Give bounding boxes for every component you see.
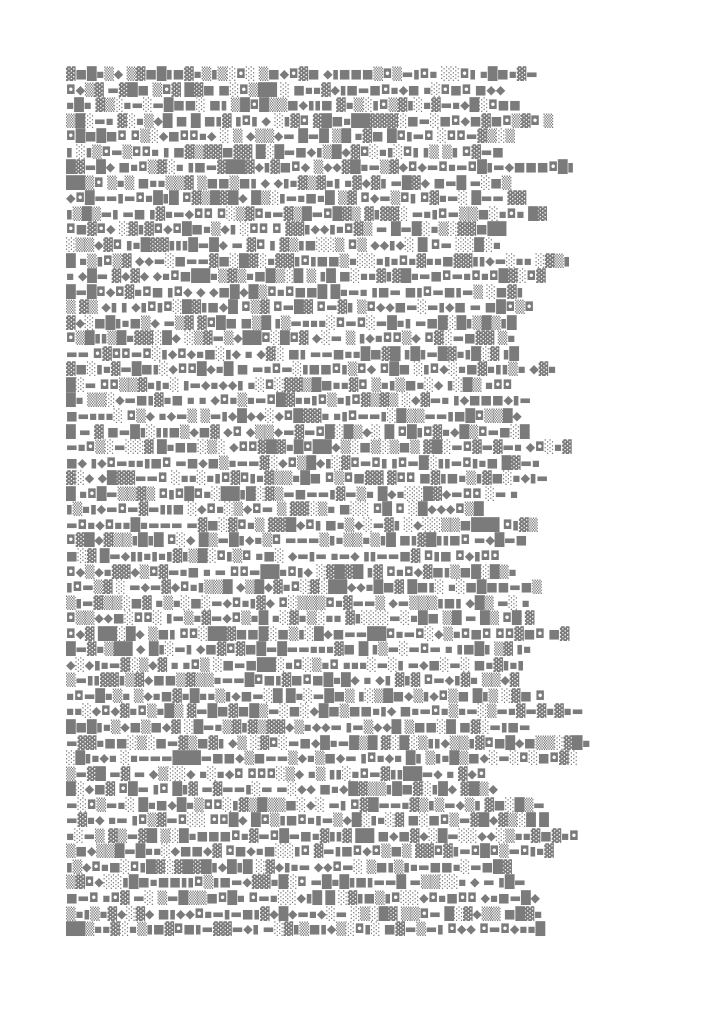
garbled-text-line: █ ▪◘█▬▒▒▓▒ ◘▮◘█◘▪░██▮█░▓▒▬■▬▬▮▓▬▒▪ █◆▪░░█▓◆▬◘◘ ░▬ ▪ — [66, 485, 519, 501]
garbled-text-line: ▬▬ ◘▓◘◘▬◘░▮◆◘◆▪■░▮◆ ▪ ◆▓░ ■▮ ▬▬■▪▪█■▓█ ▮█▮▬█▓▪▮█░▓ ▮█ — [66, 345, 519, 361]
garbled-text-line: ▒▬▮▮▓▓▮▒▓◆■■▒▓▒▒▪▬▬█◘■▮▓■◘■█▪█◆ ▪ ◆▮ ▓▮▓ ◘▬◆▮▓▪ ▒▒◆▓ — [66, 672, 519, 688]
garbled-text-line: ▮▒▪▮◆▬◘▬▓▬▮▮■ ░◆◘▪░▒◆◘▬ ▒ ▓▓░▒▪ ■░░ ◘█ ◘ ░█◆◆◆◘▒█ — [66, 501, 484, 517]
garbled-text-line: █▬█◘◆◘▓▪◘■ ▮◘◆ ◆ ◆■█◆█▒◘▪◘■■█ █▪▬▪ ▮■▬ ■▮◘▬■▮▬▒ ░■▓▮ — [66, 283, 524, 299]
garbled-text-line: █ ▬ ▓ ■▬█▮░▮▮■▒◆■▓ ◆◘ ◆▒▒◆▬▓▬◘█░█▒◆░ █ ◘█▮◘▓▪◆█▒◘▬■░█ — [66, 423, 530, 439]
garbled-text-line: ▒▪▮▒▪▓◆░▓◆ ■▮◆◆◘▪▬▮▬■▮▓◆█◆▬▪◆░▬ ░▒░█▓ ▒▒◘▬ █░▓◆▒▒ ■█▓▪ — [66, 905, 543, 921]
garbled-text-line: ██▒▪▪▓░▪▒▮■▓◘■▮▬▓▓▬◆▮ ▬░▓▮▒■▮◆▒░◘▮░ ■▓▬▒▬▮ ◘◆◆ ◘▬◘◆▪▪█ — [66, 921, 545, 937]
garbled-text-line: ▓◆░■█▮▪■▒◆ ▬▒▓ ▓◘█■ ■▒█ ▮▒▬▪▪▪░◘▬◘░▬█▪▮ ▬■█░█▮▒█▒▮█ — [66, 314, 517, 330]
garbled-text-line: ◘█■█■◘ ◘▒░◆■◘◘▪◆ ░ ▒ ◆▒▒◆▬ █▬█ ▒█ ▪▓■ █◘▮▬◘ ░◘◘▬▓▒░▒ — [66, 128, 515, 144]
garbled-text-line: ▬▓▪◆ ▪▬ ▮◘▒▓▬◘░░ ◘◘█◆ █◘▒▮■◘▪▮▬▒◆█░▮▪░▓ ■░■◘▒▬▓█◆▓▒░█ █ — [66, 812, 549, 828]
garbled-text-line: ░▒▒◆▓◘ ▮▪█▓▓▮▮▮█▬█◆ ▬ ▓◘ ▮ ▓▒▮■░░▒ ◘▒ ◆◆▮◆░ █ ◘▬ ░░█░▪ — [66, 237, 501, 253]
garbled-text-line: ▪◘▬█▪▒▪ ▒◆▪■▓▪█▪▪▒▮◆■▬░█ █▪░▬█■▒ ▮░▒█■◆▒▮◆◘▒■ █▮▒ ░▓■ ◘ — [66, 687, 545, 703]
garbled-text-line: ██▒◘ ▒▪▒ ■▪▪▒▒▓ ▒■■▒■▮ ◆ ◆▮▪▓▒▓▪▮ ▪▓◆▓▮ ▬█▓◆ ■▬█ ▬░■▒ — [66, 174, 512, 190]
garbled-text-block — [66, 66, 660, 946]
garbled-text-line: █▪ ▒▒░◆▬■▮▓▪■ ▪ ▪ ◆◘▪▒▪▬◘█▓▪▪▮◘▒▪▮◘▓▒▓▒ ░◆▓▬▪ ▮◆■■■◆▮▬ — [66, 392, 531, 408]
garbled-text-line: ░█▮▪◆▪ ░▪▬▬▬███▬■■◆▒■▬▬▒◆▪▒■◆▬ ▮◘▪◆▪ █▮ ▒▮▪█▒■◆░▬░◘░■◘▓░ — [66, 750, 578, 766]
garbled-text-line: ▓░◆ ◆█▓▓▬▬◘ ░▪▪░▪▮◘▓◘▮▪▓▒▒▪█■ ◘▒◘■▓▓ ▓◘◘ ■▓▮■▪▒▮▓■░▪◆▮▬ — [66, 470, 548, 486]
garbled-text-line: █░◆■▓ ◘█▬ ▮◘ █▮▓ ▬▓▬▬▮░▬ ▬░◆◆ ■▪◆█▓▒▒▮█■▓░▮█◆ ▓█▒◆ — [66, 781, 498, 797]
garbled-text-line: ▒▮▬▓▒▒░■▓ ▪▒▪░■░▬◆◘▪▮▓◆ ◘░▒▒▒◘▪▓▬▬▒ ◆▬▒▒▒▮■▮ ◆█▒ ▬░ ▪ — [66, 594, 530, 610]
garbled-text-line: ▮▒◆◘▪■░◘▮█▓░▓█▓█▮◆█▮█ ░▓◆▮▪▬ ◆◆◘▬░ ▒■▮▒▮▪▬■■▪░▬■█▓ — [66, 858, 512, 874]
garbled-text-line: ▒▬▓█ ▬▓ ▬ ◆▒░░◆ ▪░▪◆◘ ◘◘◘░▒◆ ▪▒ ▮▮░▪◘▬▓▮▮██▬◆ ▪ ▓◆◘ — [66, 765, 487, 781]
garbled-text-line: █▬▓▪▒██ ◆ █▮░▬▮ ◆■▓◘▓■█▬█▬▬▪▪▪▓■ █ ▮▒▬░▬◘▬ ▪ ▮■█▮ ▒▓ ▮▪ — [66, 641, 532, 657]
garbled-text-line: ◆◘█▬▬▮▬◘▪█▮█ ◘▓▒█▓█◆ █▒░▮▬▪■▪█ ▒▓ ◘◆▬▒◘▮ ◘▓▪▬░ █▬▬ ▓▓ — [66, 190, 527, 206]
garbled-text-line: ▮◘▬▒▓ ░ ▬◆▬▓◆◘▪▮▒▒█ ◆▒█◆▓▪◘░▓░██◆◆▪█■▓ █■▮░ ▪░■█■■▬■▒ — [66, 579, 542, 595]
garbled-text-line: ▒ ▓▒ ◆▮ ▮ ◆▮◘▮◘░█▓▮■◆█ ◘▒▓ ◘▬█▓ ◘▬▓▮ ▒◘◆◆■▬░▬▮◆■ ▬ ■█◘▒◘ — [66, 299, 534, 315]
garbled-text-line: ▒█░▬▪ ▓░▪▒◆█ ■ █ ■▮▓ ▮◘▮ ◆ ░▮▓◘ ▓█■▪██▓▓▓░■▬░■◘◆■▓■◘▒▓◘ ▒ — [66, 112, 553, 128]
garbled-text-line: █ ▪▒▮◘▒▓ ◆◆▬░■▬▬▓■░█▓░▪▓▓▮◘▮■■▒▪░░▪▮▪◘▪▓▪▪■▓▓▮▮◆▬░▪▪ ░▓▒▮ — [66, 252, 570, 268]
garbled-text-line: ▓■█▪▒◆ ▒▓■█▮■▓▪▒▮▒░◘░ ▒■◆◘▓■ ◆▮■■■▒◘▒▬▮◘▪ ░░◘▮ ▪█■▪▓▬ — [66, 66, 538, 81]
garbled-text-line: ▬▓▓▪■■░▒░■▬▓▒■▓▮ ◆▒ ░▓◘░▬■◆█▪▬█▒█ ▓░█░▒▮▮◆▒▒▮▓◘■█◆■▒▒░▓█▪ — [66, 734, 591, 750]
garbled-text-line: ▬░◘▒▬▪░ █▪■◆█▪▒◘◘░▮▓▒█▒▒■░◆░ ▬▮ ◘▓█▬▬▪▓▒▮▒▬◆▒▮ ▓■░█▒▬ — [66, 796, 545, 812]
garbled-text-line: ◘■▓◘◆ ░▓▮▓◘◆◘█■▪▒◆▮ ░◘◘ ◘ ▓▓▮◆◆▮▪◘▓▒ ▬ █▬█░▪▒░▓▓■██ — [66, 221, 506, 237]
garbled-text-line: ▪ ◆█▬ ▓◆▓◆ ◆▪◘■██▪▒▓▒▪■█▒░█ ▒ ▮█ ■░▪▪▓▮▓█▪▬■◘▬▪◘▪◘█▓░◘▓ — [66, 268, 546, 284]
garbled-text-line: ◆░◆▮▪▬▓░▒◆▓ ▪ ▪◘▒ ░■▬■██░▪◘░▒▪◘ ▪▪▪░▬░▮ ▬◆■░▬░ ■▪▓▮▪▮ — [66, 656, 525, 672]
garbled-text-line: ◘◆▓ ██░█◆ ▒■▮ ◘◘░██▓■■█░■▒▮░█◆■▬▬██◘▪▬◘░◆▒▪◘■◘ ◘◘▓■◘ ■▓ — [66, 625, 570, 641]
garbled-text-line: ▬▪◘▒░▬░░▓ █▪■■░▒░ ◆◘◘▓█▓▪█◘██◆▒░■▒░▒■▒ ▓█░▬◘▓▬▓▬▪ ◆◘░▪▓ — [66, 439, 572, 455]
garbled-text-line: ▓■░▮▪▓▬█■▮░◆◘◘█◆▪█ ■ ▬▪◘▬░▮■■◘▮▒◘◆ ◘█■ ░▮◘◆░▪■▓▪▮▮▒▪ ◆▓▪ — [66, 361, 557, 377]
garbled-text-line: ■◆ ▮◆◘▬▪▪▮■◘ ▬■◆■▒▪▬▬▓░◆◘▒█◆▮░▓◘▬◘▮ ▮◘▬█░▮▮▬◘▮▪■ █▓▬▪ — [66, 454, 540, 470]
garbled-text-line: ◘▓█◆▓▒▒▮█▮█ ◘░◆ █▒▬█▮◆▪▒◘ ▬▬▬▒▮▪▒▒▪▒▮█ ■▮▓█▮▮■◘ ▬◆█▬■ — [66, 532, 527, 548]
garbled-text-line: ▒▓◘◆░░▮█■▪■■▮▮◘▒▮■▬◆▓▓▪█░◘ ▬█▪█▮■▮▬▬█ ▬▒▒░░▪ ◆ ▬ ▮█▬ — [66, 874, 526, 890]
garbled-text-line: ◘◆▒▓ ▬▓█■ ▒◘▓ █▓■ ■░◘▒██ ░ ■▪▪▓◆▮■▬■◘▪◆■ ▪░◘■◘ ■◆◆ — [66, 81, 506, 97]
garbled-text-line: ■░▓ █▬◆▮▮▪▮▪▮▓▮▒█░◘▮▒◘ ▪■░ ◆▬▮▬ ▪▬◆ ▮▮▬▬■▓ ◘▮■ ◘◆▮◘◘ — [66, 547, 500, 563]
garbled-text-line: █▓▬█◆ ■▪◘▒▓░▪ ▮■▬▓██▓◆▮▓■◘◆ ▒◆◆▓█▪▬▒▓◆◘◆▬◘▪▬◘█▮▬◆■■■◘█▮ — [66, 159, 574, 175]
garbled-text-line: ▪█▪ ▓▒░▪▬░▬█■■░ ■▮ ▒█◘█▒▒■◆▮▮■ ▓▪▒░▮◘▒▓▮░▪▓▬▪◆█░◘■■ — [66, 97, 521, 113]
garbled-text-line: ■▬◘ ▪◘▓ ▬░ ▒▬█▒▒■◘█▪ ◘▬▪░░◆▮█ █ ░▓▮■▒▮◘░░◆◘▪■◘◘ ◆▪■▬█◆ — [66, 889, 540, 905]
garbled-text-line: ▮▒█▒▬▮ ▬■ ▮▓▪▬◆◘◘ ◘░▒▓◘▪▬▓▒█▬◘█▓▒ ▓▮▓▓░ ▬▪▮◘▬▒▒■░▪◘▪ █▓ — [66, 205, 547, 221]
garbled-text-line: ▒■◆▒▒█▬█▪▪░◆■■◆▓ ◘■◆▪■░░▮◘ ▓▬▮■◘◆◘▒■▒ ▓▓◘▓▮▬◘█◘▒▬◘▮▪▓ — [66, 843, 554, 859]
garbled-text-line: ◘▒▒◆◆■░◘◘░ ▮▬▒▪▓▬◆◘▒▪█ ▪░▓▪▒░▪▪ ▓▮░░░▬░▪█■ ▒█ ▬ █▒ ◘█ ▓ — [66, 610, 535, 626]
garbled-text-line: ■▬▪▪▪░ ◘▒◆ ▪◆▬▒ ▒▬▮◆█◆◆░◆◘█▓▓▪ ▪▮◘▬▬▮░█▒▒▬▬▮■█◘▒▒█◆ — [66, 408, 522, 424]
garbled-text-line: ▪▪░◆◘◆▓▪◘▒▪█▒ ▓▬█■▓■█▒▬░■░◆█■▒■■▪▮◆ ■▪▬◘▪▒▪▬░▒▬▪▓▬▓▪▓▪▬ — [66, 703, 584, 719]
garbled-text-line: █░▬ ◘◘▒▒▓▪▮▪░ ▮▬◆▪◆◆▮ ▪░◘░▓▓▒█■▪▪▓◘ ▒▪▮▒■▪░◆ ▮░█▒ ▪◘◘ — [66, 376, 513, 392]
garbled-text-line: █■█▮▪▒◆■▒■◆▓ ░█▬▪▒▓▮▓▒▓▓◆▒▪◆◆▬ ▮▬▒◆◆█ ▒■■░█ ■▓░▬▮■▬ — [66, 718, 531, 734]
garbled-text-line: ▪░▬▒ ▓▒▬▓█ ▒░█▪■■■◘▪▓▬◘█▬■▪▓▮▮▓ ██ ■◆■▓◆░█▬░░◆◆░▒▪▪▓■▓▪◘ — [66, 827, 579, 843]
garbled-text-line: ◘◆▒◆▪▓▓◆▒◘▓▬▪■ ▪ ▬ ◘◘▬██▪◘▮◆ ░▓█▓█ ▮▓ ◘▪◘◆▓■▮▒■█░█▒▪ — [66, 563, 517, 579]
garbled-text-line: ▮ ░▮▒◘▬▒◘◘▪ ▮ ■▓▒▓▓■▓▓ █░█▬■◆▮▒█◆▓◘░▪▮░◘▮ ▮▒ ▒▮ ◘▓▬■ — [66, 143, 504, 159]
garbled-text-line: ◘▒█▮▮▒█▪▓▓░█◆ ░▒▓▬▒◆██◘░█◘▓ ◆░▬ ▒ ▮◆▪◘◘▒◆ ◘▓░▬■▓▓ ▒▪ — [66, 330, 516, 346]
garbled-text-line: ▬◘▪◆◘▪▪█▪▬▬▬ ▬▓■░▓◘▪▒ ▓▓█◆◘▮ ■▪▒◆░▬▓▮ ░◆░░▒▒■███ ◘▮▓▒ — [66, 516, 538, 532]
